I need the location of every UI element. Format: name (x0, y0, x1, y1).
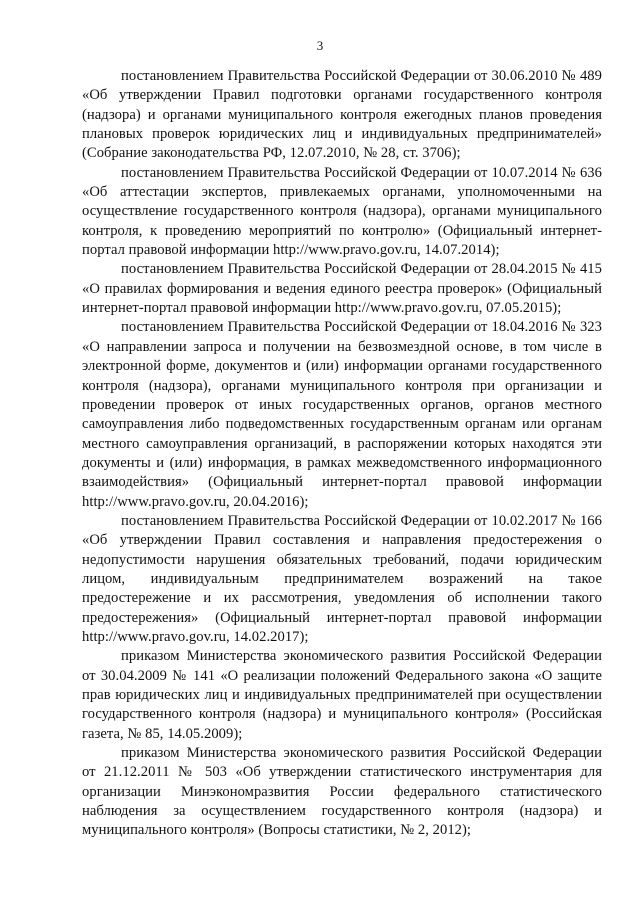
paragraph-resolution-166: постановлением Правительства Российской Федерации от 10.02.2017 № 166 «Об утверждении Правил составления и направления предостережения о недопустимости нарушения обязательных требований, подачи юридическим лицом, индивидуальным предпринимателем возражений на такое предостережение и их рассмотрения, уведомления об исполнении такого предостережения» (Официальный интернет-портал правовой информации http://www.pravo.gov.ru, 14.02.2017); (82, 512, 602, 645)
paragraph-order-503: приказом Министерства экономического развития Российской Федерации от 21.12.2011 № 503 «Об утверждении статистического инструментария для организации Минэкономразвития России федерального статистического наблюдения за осуществлением государственного контроля (надзора) и муниципального контроля» (Вопросы статистики, № 2, 2012); (82, 745, 602, 839)
paragraph-resolution-415: постановлением Правительства Российской Федерации от 28.04.2015 № 415 «О правилах формирования и ведения единого реестра проверок» (Официальный интернет-портал правовой информации http://www.pravo.gov.ru, 07.05.2015); (82, 261, 602, 317)
paragraph-resolution-323: постановлением Правительства Российской Федерации от 18.04.2016 № 323 «О направлении запроса и получении на безвозмездной основе, в том числе в электронной форме, документов и (или) информации органами государственного контроля (надзора), органами муниципального контроля при организации и проведении проверок от иных государственных органов, органов местного самоуправления либо подведомственных государственным органам или органам местного самоуправления организаций, в распоряжении которых находятся эти документы и (или) информация, в рамках межведомственного информационного взаимодействия» (Официальный интернет-портал правовой информации http://www.pravo.gov.ru, 20.04.2016); (82, 319, 602, 510)
paragraph-resolution-489: постановлением Правительства Российской Федерации от 30.06.2010 № 489 «Об утверждении Правил подготовки органами государственного контроля (надзора) и органами муниципального контроля ежегодных планов проведения плановых проверок юридических лиц и индивидуальных предпринимателей» (Собрание законодательства РФ, 12.07.2010, № 28, ст. 3706); (82, 68, 602, 162)
paragraph-order-141: приказом Министерства экономического развития Российской Федерации от 30.04.2009 № 141 «О реализации положений Федерального закона «О защите прав юридических лиц и индивидуальных предпринимателей при осуществлении государственного контроля (надзора) и муниципального контроля» (Российская газета, № 85, 14.05.2009); (82, 648, 602, 742)
document-body (82, 67, 602, 841)
paragraph-resolution-636: постановлением Правительства Российской Федерации от 10.07.2014 № 636 «Об аттестации экспертов, привлекаемых органами, уполномоченными на осуществление государственного контроля (надзора), органами муниципального контроля, к проведению мероприятий по контролю» (Официальный интернет-портал правовой информации http://www.pravo.gov.ru, 14.07.2014); (82, 164, 602, 259)
page-number: 3 (316, 38, 324, 53)
